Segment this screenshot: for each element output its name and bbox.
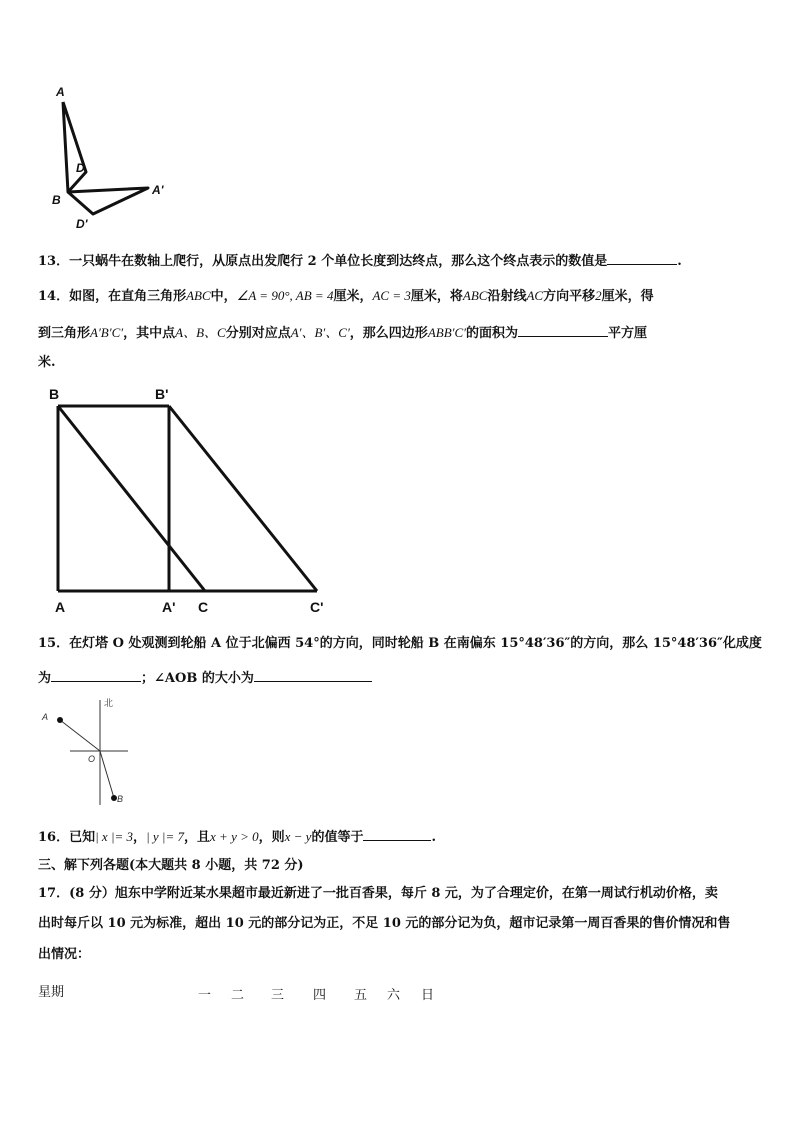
- triangle-a-prime-b-d-prime: [68, 188, 148, 214]
- q16-text: ，: [133, 830, 147, 845]
- label-north: 北: [104, 699, 114, 709]
- q14-text: 如图，在直角三角形: [69, 289, 187, 304]
- table-day-6: 六: [387, 988, 401, 1003]
- q15-text: 15．在灯塔 O 处观测到轮船 A 位于北偏西 54°的方向，同时轮船 B 在南偏东 15°48′36″的方向，那么 15°48′36″化成度: [38, 636, 762, 651]
- q14-math-points: A、B、C: [175, 325, 226, 340]
- figure-bearing: [38, 692, 138, 810]
- q14-text: 的面积为: [466, 326, 519, 341]
- section-3-heading: 三、解下列各题(本大题共 8 小题，共 72 分): [38, 858, 304, 873]
- q16-end: .: [431, 830, 436, 845]
- question-16: [38, 826, 436, 847]
- point-a: [57, 717, 63, 723]
- q16-text: ，则: [258, 830, 285, 845]
- q14-text: 方向平移: [543, 289, 596, 304]
- label-B-prime: B': [155, 386, 169, 402]
- question-15-line1: [38, 635, 762, 653]
- label-A-prime: A': [152, 183, 164, 197]
- question-17-line3: 出情况：: [38, 947, 91, 962]
- q14-math-quad: ABB′C′: [427, 325, 466, 340]
- label-A: A: [55, 599, 66, 615]
- label-A: A: [42, 712, 49, 722]
- label-B: B: [49, 386, 60, 402]
- q14-math-tri2: A′B′C′: [90, 325, 124, 340]
- q14-text: 米.: [38, 355, 56, 370]
- question-14-line3: [38, 354, 56, 372]
- q14-text: ，其中点: [123, 326, 176, 341]
- q14-text: 中，: [210, 289, 237, 304]
- label-A-prime: A': [162, 599, 176, 615]
- q16-text: 16．已知: [38, 830, 96, 845]
- label-O: O: [88, 754, 96, 764]
- q14-math-cond1: ∠A = 90°, AB = 4: [236, 288, 334, 303]
- q13-text: 13．一只蜗牛在数轴上爬行，从原点出发爬行 2 个单位长度到达终点，那么这个终点表示的数值是: [38, 254, 608, 269]
- q14-answer-blank[interactable]: [518, 322, 608, 337]
- q14-text: 分别对应点: [225, 326, 291, 341]
- q14-math-points-prime: A′、B′、C′: [290, 325, 350, 340]
- q14-number: 14．: [38, 289, 70, 304]
- q15-text: 为: [38, 671, 52, 686]
- table-header-label: 星期: [38, 985, 65, 1000]
- question-17-line1: 17．(8 分）旭东中学附近某水果超市最近新进了一批百香果，每斤 8 元，为了合理定价，在第一周试行机动价格，卖: [38, 886, 718, 901]
- ray-oa: [60, 720, 100, 751]
- q14-text: 厘米，得: [601, 289, 654, 304]
- q14-text: 平方厘: [608, 326, 648, 341]
- label-D: D: [76, 161, 85, 175]
- question-17-line2: 出时每斤以 10 元为标准，超出 10 元的部分记为正，不足 10 元的部分记为负，超市记录第一周百香果的售价情况和售: [38, 916, 731, 931]
- q14-math-abc: ABC: [462, 288, 488, 303]
- label-B: B: [52, 193, 61, 207]
- table-day-3: 三: [271, 988, 285, 1003]
- q14-text: 厘米，将: [410, 289, 463, 304]
- ray-ob: [100, 751, 114, 798]
- table-day-5: 五: [354, 988, 368, 1003]
- segment-b-c: [58, 406, 205, 591]
- triangle-abd: [63, 102, 86, 192]
- q15-answer-blank-2[interactable]: [254, 667, 372, 682]
- q16-math-abs-y: | y |= 7: [146, 829, 185, 844]
- q16-math-abs-x: | x |= 3: [95, 829, 134, 844]
- q16-text: 的值等于: [311, 830, 364, 845]
- label-D-prime: D': [76, 217, 88, 231]
- question-15-line2: [38, 667, 372, 688]
- table-day-4: 四: [313, 988, 327, 1003]
- table-day-2: 二: [231, 988, 245, 1003]
- q14-math-abc: ABC: [186, 288, 211, 303]
- label-C: C: [198, 599, 209, 615]
- label-A: A: [56, 85, 65, 99]
- figure-translation: [40, 382, 340, 618]
- question-13: [38, 250, 682, 271]
- segment-b-prime-c-prime: [169, 406, 317, 591]
- q15-text: ；∠AOB 的大小为: [141, 671, 254, 686]
- q16-text: ，且: [184, 830, 211, 845]
- q16-math-expression: x − y: [284, 829, 312, 844]
- label-B: B: [117, 794, 124, 804]
- q16-answer-blank[interactable]: [363, 826, 431, 841]
- q14-text: 到三角形: [38, 326, 91, 341]
- q14-math-ac: AC: [526, 288, 544, 303]
- question-14-line1: [38, 287, 654, 306]
- question-14-line2: [38, 322, 647, 343]
- label-C-prime: C': [310, 599, 324, 615]
- q15-answer-blank-1[interactable]: [51, 667, 141, 682]
- table-day-7: 日: [421, 988, 435, 1003]
- q14-text: ，那么四边形: [349, 326, 428, 341]
- q14-text: 厘米，: [333, 289, 373, 304]
- q14-text: 沿射线: [487, 289, 527, 304]
- q14-math-cond2: AC = 3: [372, 288, 411, 303]
- figure-triangles: [48, 80, 188, 240]
- q14-math-two: 2: [595, 288, 602, 303]
- q13-answer-blank[interactable]: [607, 250, 677, 265]
- table-day-1: 一: [198, 988, 212, 1003]
- q16-math-condition: x + y > 0: [210, 829, 259, 844]
- q13-end: .: [677, 254, 682, 269]
